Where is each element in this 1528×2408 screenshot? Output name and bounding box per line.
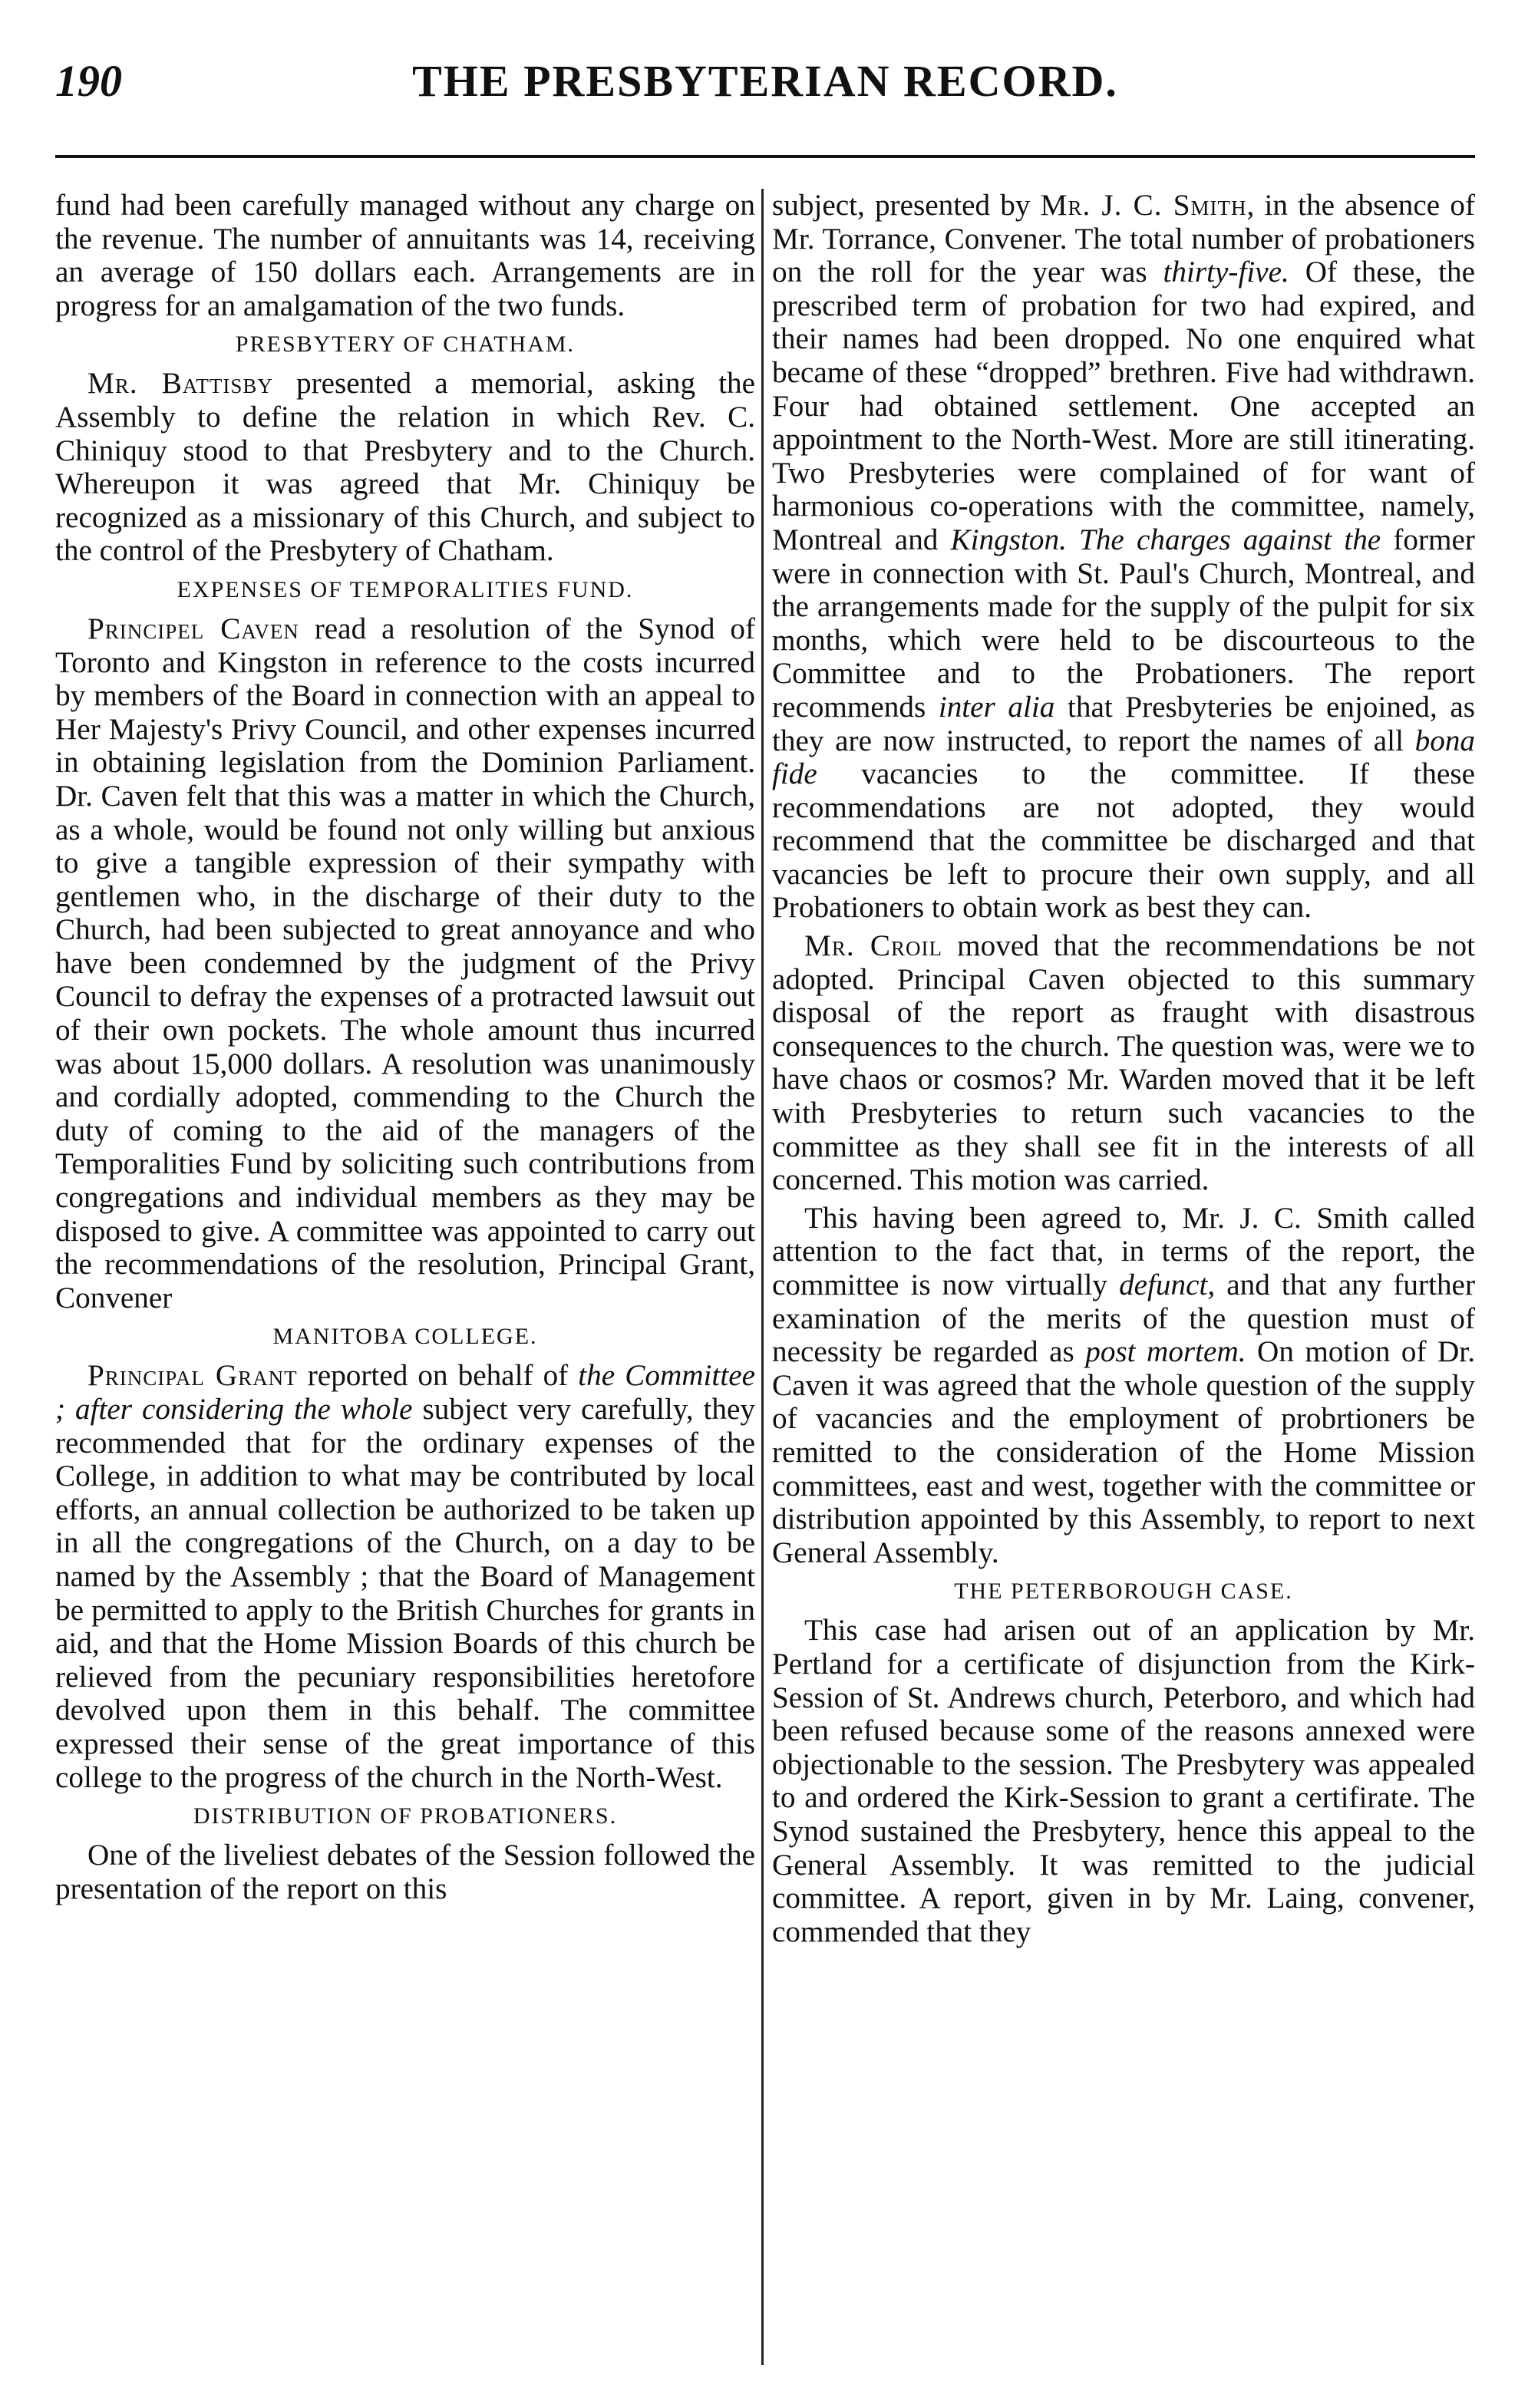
italic-text: inter alia: [938, 690, 1055, 724]
paragraph-text: presented a memorial, asking the Assembly to define the relation in which Rev. C. Chiniquy stood to that Presbytery and to the Church. Whereupon it was agreed that Mr. Chiniquy be recognized as a missionary of this Church, and subject to the control of the Presbytery of Chatham.: [55, 367, 755, 568]
heading-distribution-probationers: DISTRIBUTION OF PROBATIONERS.: [193, 1803, 618, 1829]
paragraph-text: This having been agreed to, Mr. J. C. Smith called attention to the fact that, in terms of the report, the committee is now virtually: [772, 1201, 1475, 1301]
right-column: [772, 189, 1475, 2371]
paragraph-text: , in the absence of Mr. Torrance, Convener. The total number of probationers on the roll for the year was: [772, 189, 1475, 289]
italic-text: bona fide: [772, 724, 1475, 791]
italic-text: Kingston. The charges against the: [950, 523, 1381, 556]
heading-manitoba-college: MANITOBA COLLEGE.: [272, 1324, 538, 1350]
paragraph-smith-remarks: [772, 1202, 1475, 1570]
paragraph-fund-summary: fund had been carefully managed without any charge on the revenue. The number of annuitants was 14, receiving an average of 150 dollars each. Arrangements are in progress for an amalgamation of the two funds.: [55, 189, 755, 322]
paragraph-temporalities: [55, 612, 755, 1315]
page-header: [55, 46, 1475, 138]
column-divider: [761, 189, 764, 2365]
article-columns: [55, 189, 1475, 2371]
heading-temporalities-fund: EXPENSES OF TEMPORALITIES FUND.: [177, 576, 634, 602]
paragraph-croil-motion: [772, 929, 1475, 1197]
italic-text: defunct,: [1119, 1268, 1216, 1301]
paragraph-manitoba: [55, 1359, 755, 1794]
header-rule: [55, 155, 1475, 158]
journal-title: THE PRESBYTERIAN RECORD.: [412, 56, 1118, 106]
speaker-name: Mr. Battisby: [87, 367, 273, 401]
paragraph-chatham: [55, 367, 755, 568]
speaker-name: Principal Grant: [87, 1359, 298, 1393]
heading-peterborough-case: THE PETERBOROUGH CASE.: [954, 1578, 1293, 1605]
paragraph-text: that Presbyteries be enjoined, as they are now instructed, to report the names of all: [772, 690, 1475, 757]
paragraph-text: read a resolution of the Synod of Toronto and Kingston in reference to the costs incurred by members of the Board in connection with an appeal to Her Majesty's Privy Council, and other expenses incurred in obtaining legislation from the Dominion Parliament. Dr. Caven felt that this was a matter in which the Church, as a whole, would be found not only willing but anxious to give a tangible expression of their sympathy with gentlemen who, in the discharge of their duty to the Church, had been subjected to great annoyance and who have been condemned by the judgment of the Privy Council to defray the expenses of a protracted lawsuit out of their own pockets. The whole amount thus incurred was about 15,000 dollars. A resolution was unanimously and cordially adopted, commending to the Church the duty of coming to the aid of the managers of the Temporalities Fund by soliciting such contributions from congregations and individual members as they may be disposed to give. A committee was appointed to carry out the recommendations of the resolution, Principal Grant, Convener: [55, 612, 755, 1315]
paragraph-text: and that any further examination of the merits of the question must of necessity be regarded as: [772, 1268, 1475, 1369]
paragraph-peterborough: This case had arisen out of an application by Mr. Pertland for a certificate of disjunction from the Kirk-Session of St. Andrews church, Peterboro, and which had been refused because some of the reasons annexed were objectionable to the session. The Presbytery was appealed to and ordered the Kirk-Session to grant a certifirate. The Synod sustained the Presbytery, hence this appeal to the General Assembly. It was remitted to the judicial committee. A report, given in by Mr. Laing, convener, commended that they: [772, 1614, 1475, 1948]
paragraph-text: On motion of Dr. Caven it was agreed that the whole question of the supply of vacancies and the employment of probrtioners be remitted to the consideration of the Home Mission committees, east and west, together with the committee or distribution appointed by this Assembly, to report to next General Assembly.: [772, 1335, 1475, 1569]
italic-text: the Committee ; after considering the whole: [55, 1359, 755, 1426]
paragraph-text: former were in connection with St. Paul's Church, Montreal, and the arrangements made for the supply of the pulpit for six months, which were held to be discourteous to the Committee and to the Probationers. The report recommends: [772, 523, 1475, 724]
page-number: 190: [55, 56, 122, 106]
paragraph-text: vacancies to the committee. If these recommendations are not adopted, they would recommend that the committee be discharged and that vacancies be left to procure their own supply, and all Probationers to obtain work as best they can.: [772, 757, 1475, 925]
paragraph-text: moved that the recommendations be not adopted. Principal Caven objected to this summary disposal of the report as fraught with disastrous consequences to the church. The question was, were we to have chaos or cosmos? Mr. Warden moved that it be left with Presbyteries to return such vacancies to the committee as they shall see fit in the interests of all concerned. This motion was carried.: [772, 929, 1475, 1197]
speaker-name: Mr. Croil: [804, 929, 942, 963]
paragraph-text: Of these, the prescribed term of probation for two had expired, and their names had been dropped. No one enquired what became of these “dropped” brethren. Five had withdrawn. Four had obtained settlement. One accepted an appointment to the North-West. More are still itinerating. Two Presbyteries were complained of for want of harmonious co-operations with the committee, namely, Montreal and: [772, 256, 1475, 556]
page: [55, 46, 1475, 2371]
paragraph-text: subject, presented by: [772, 189, 1041, 222]
paragraph-text: reported on behalf of: [297, 1359, 579, 1393]
speaker-name: Principel Caven: [87, 612, 299, 645]
italic-text: post mortem.: [1085, 1335, 1246, 1369]
heading-presbytery-chatham: PRESBYTERY OF CHATHAM.: [235, 332, 576, 358]
paragraph-distribution: One of the liveliest debates of the Session followed the presentation of the report on this: [55, 1839, 755, 1905]
left-column: [55, 189, 755, 2371]
italic-text: thirty-five.: [1163, 256, 1289, 289]
speaker-name: Mr. J. C. Smith: [1040, 189, 1247, 222]
paragraph-text: subject very carefully, they recommended that for the ordinary expenses of the College, in addition to what may be contributed by local efforts, an annual collection be authorized to be taken up in all the congregations of the Church, on a day to be named by the Assembly ; that the Board of Management be permitted to apply to the British Churches for grants in aid, and that the Home Mission Boards of this church be relieved from the pecuniary responsibilities heretofore devolved upon them in this behalf. The committee expressed their sense of the great importance of this college to the progress of the church in the North-West.: [55, 1393, 755, 1794]
paragraph-probationers-report: [772, 189, 1475, 925]
